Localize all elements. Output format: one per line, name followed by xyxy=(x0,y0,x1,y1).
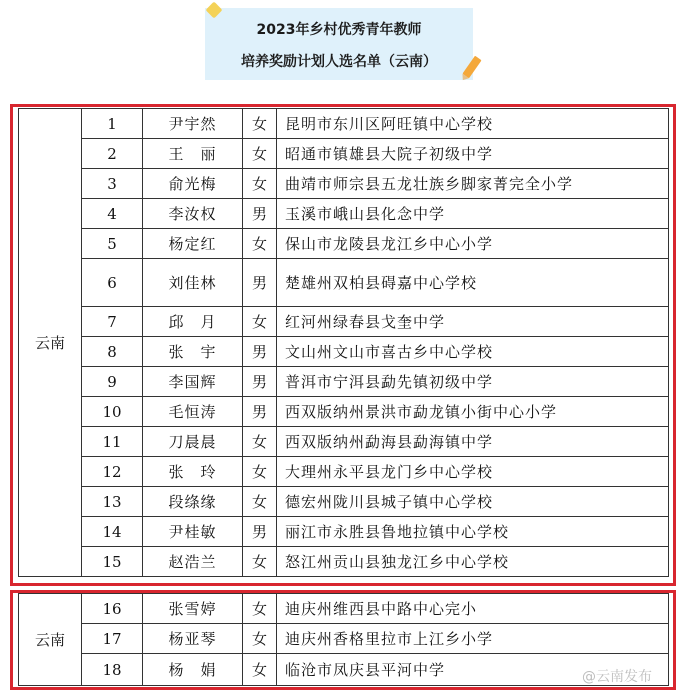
number-cell: 8 xyxy=(82,337,143,367)
gender-cell: 男 xyxy=(243,517,277,547)
number-cell: 10 xyxy=(82,397,143,427)
roster-table-2 xyxy=(18,593,669,686)
school-cell: 大理州永平县龙门乡中心学校 xyxy=(277,457,669,487)
name-cell: 杨亚琴 xyxy=(143,624,243,654)
table-row xyxy=(19,307,669,337)
name-cell: 张 宇 xyxy=(143,337,243,367)
title-line-1: 2023年乡村优秀青年教师 xyxy=(256,22,422,38)
gender-cell: 女 xyxy=(243,109,277,139)
name-cell: 杨 娟 xyxy=(143,654,243,686)
table-row xyxy=(19,654,669,686)
school-cell: 迪庆州香格里拉市上江乡小学 xyxy=(277,624,669,654)
school-cell: 昆明市东川区阿旺镇中心学校 xyxy=(277,109,669,139)
number-cell: 12 xyxy=(82,457,143,487)
number-cell: 16 xyxy=(82,594,143,624)
name-cell: 邱 月 xyxy=(143,307,243,337)
gender-cell: 女 xyxy=(243,624,277,654)
school-cell: 西双版纳州勐海县勐海镇中学 xyxy=(277,427,669,457)
number-cell: 11 xyxy=(82,427,143,457)
table-row xyxy=(19,139,669,169)
table-row xyxy=(19,259,669,307)
number-cell: 14 xyxy=(82,517,143,547)
school-cell: 丽江市永胜县鲁地拉镇中心学校 xyxy=(277,517,669,547)
gender-cell: 女 xyxy=(243,139,277,169)
name-cell: 毛恒涛 xyxy=(143,397,243,427)
school-cell: 迪庆州维西县中路中心完小 xyxy=(277,594,669,624)
region-cell: 云南 xyxy=(19,109,82,577)
name-cell: 杨定红 xyxy=(143,229,243,259)
table-row xyxy=(19,199,669,229)
school-cell: 红河州绿春县戈奎中学 xyxy=(277,307,669,337)
school-cell: 文山州文山市喜古乡中心学校 xyxy=(277,337,669,367)
title-line-2: 培养奖励计划人选名单（云南） xyxy=(241,54,437,70)
gender-cell: 女 xyxy=(243,654,277,686)
school-cell: 西双版纳州景洪市勐龙镇小街中心小学 xyxy=(277,397,669,427)
table-row xyxy=(19,397,669,427)
gender-cell: 男 xyxy=(243,397,277,427)
gender-cell: 女 xyxy=(243,169,277,199)
gender-cell: 女 xyxy=(243,547,277,577)
name-cell: 张 玲 xyxy=(143,457,243,487)
gender-cell: 女 xyxy=(243,427,277,457)
table-row xyxy=(19,229,669,259)
table-row xyxy=(19,109,669,139)
table-row xyxy=(19,547,669,577)
gender-cell: 女 xyxy=(243,229,277,259)
name-cell: 刀晨晨 xyxy=(143,427,243,457)
school-cell: 保山市龙陵县龙江乡中心小学 xyxy=(277,229,669,259)
gender-cell: 女 xyxy=(243,487,277,517)
number-cell: 9 xyxy=(82,367,143,397)
name-cell: 刘佳林 xyxy=(143,259,243,307)
gender-cell: 男 xyxy=(243,259,277,307)
number-cell: 3 xyxy=(82,169,143,199)
number-cell: 17 xyxy=(82,624,143,654)
name-cell: 尹桂敏 xyxy=(143,517,243,547)
roster-table-1 xyxy=(18,108,669,577)
name-cell: 段绦缘 xyxy=(143,487,243,517)
number-cell: 6 xyxy=(82,259,143,307)
gender-cell: 女 xyxy=(243,307,277,337)
gender-cell: 女 xyxy=(243,457,277,487)
school-cell: 临沧市凤庆县平河中学 xyxy=(277,654,669,686)
number-cell: 18 xyxy=(82,654,143,686)
table-row xyxy=(19,169,669,199)
school-cell: 普洱市宁洱县勐先镇初级中学 xyxy=(277,367,669,397)
school-cell: 玉溪市峨山县化念中学 xyxy=(277,199,669,229)
table-row xyxy=(19,367,669,397)
school-cell: 德宏州陇川县城子镇中心学校 xyxy=(277,487,669,517)
table-row xyxy=(19,487,669,517)
table-row xyxy=(19,457,669,487)
number-cell: 2 xyxy=(82,139,143,169)
number-cell: 5 xyxy=(82,229,143,259)
name-cell: 尹宇然 xyxy=(143,109,243,139)
number-cell: 13 xyxy=(82,487,143,517)
number-cell: 7 xyxy=(82,307,143,337)
table-row xyxy=(19,624,669,654)
table-row xyxy=(19,427,669,457)
name-cell: 王 丽 xyxy=(143,139,243,169)
gender-cell: 男 xyxy=(243,199,277,229)
number-cell: 4 xyxy=(82,199,143,229)
name-cell: 李汝权 xyxy=(143,199,243,229)
gender-cell: 男 xyxy=(243,367,277,397)
school-cell: 昭通市镇雄县大院子初级中学 xyxy=(277,139,669,169)
number-cell: 1 xyxy=(82,109,143,139)
school-cell: 怒江州贡山县独龙江乡中心学校 xyxy=(277,547,669,577)
name-cell: 李国辉 xyxy=(143,367,243,397)
watermark: @云南发布 xyxy=(582,669,652,685)
region-cell: 云南 xyxy=(19,594,82,686)
table-row xyxy=(19,337,669,367)
table-row xyxy=(19,517,669,547)
number-cell: 15 xyxy=(82,547,143,577)
name-cell: 张雪婷 xyxy=(143,594,243,624)
school-cell: 曲靖市师宗县五龙壮族乡脚家菁完全小学 xyxy=(277,169,669,199)
title-card xyxy=(205,8,473,80)
name-cell: 赵浩兰 xyxy=(143,547,243,577)
table-row xyxy=(19,594,669,624)
name-cell: 俞光梅 xyxy=(143,169,243,199)
gender-cell: 女 xyxy=(243,594,277,624)
gender-cell: 男 xyxy=(243,337,277,367)
school-cell: 楚雄州双柏县碍嘉中心学校 xyxy=(277,259,669,307)
